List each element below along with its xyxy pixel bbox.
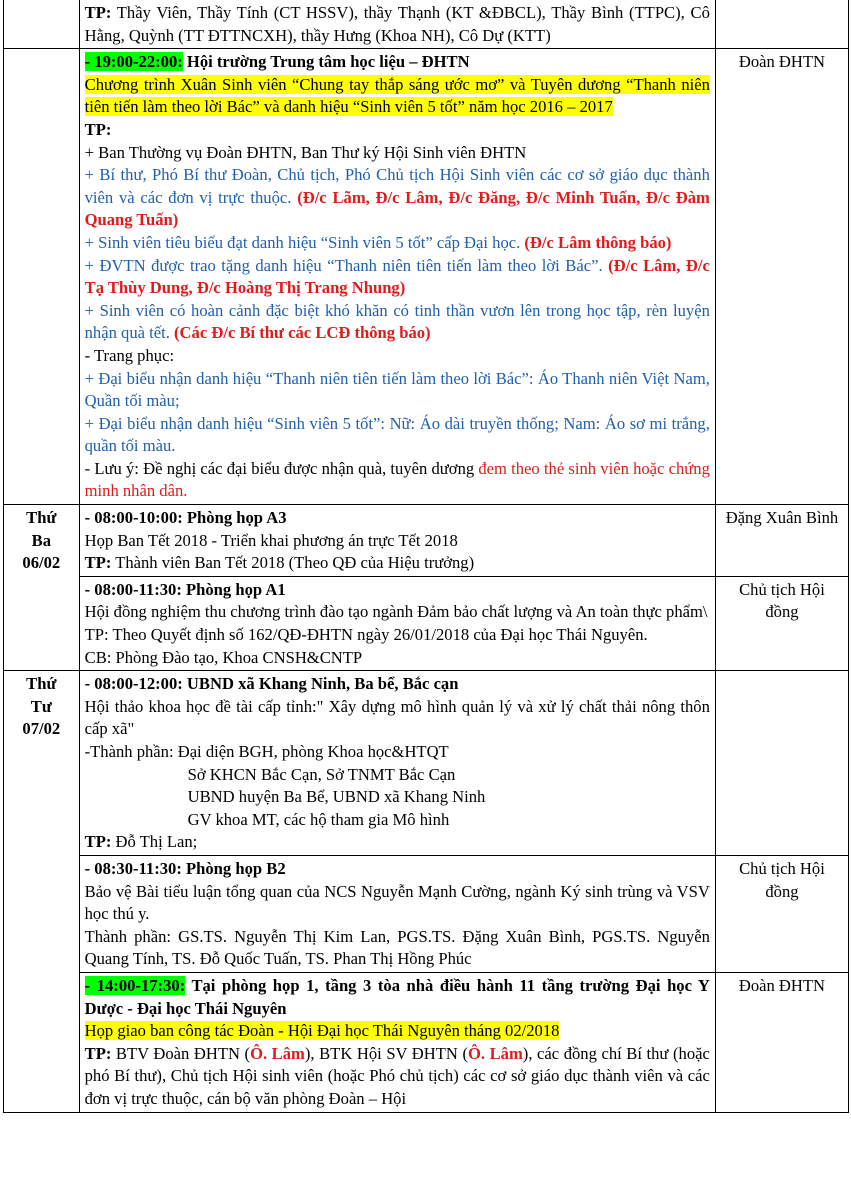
responsible-cell: Đoàn ĐHTN [715,972,848,1112]
attendee-note: (Đ/c Lâm, Đ/c Tạ Thùy Dung, Đ/c Hoàng Thị Trang Nhung) [84,255,710,298]
event-line: Sở KHCN Bắc Cạn, Sở TNMT Bắc Cạn [187,764,456,784]
responsible-cell: Chủ tịch Hội đồng [715,576,848,670]
event-cell [79,855,715,972]
day-label: Tư [30,696,52,716]
event-line: CB: Phòng Đào tạo, Khoa CNSH&CNTP [84,647,363,667]
responsible-cell: Chủ tịch Hội đồng [715,855,848,972]
event-cell [79,671,715,856]
event-line: TP: Theo Quyết định số 162/QĐ-ĐHTN ngày 26/01/2018 của Đại học Thái Nguyên. [84,625,648,645]
table-row [4,855,849,972]
responsible-cell: Đặng Xuân Bình [715,505,848,577]
attendee-line: + Sinh viên có hoàn cảnh đặc biệt khó khăn có tinh thần vươn lên trong học tập, rèn luyện nhận quà tết. [84,300,710,343]
table-row [4,972,849,1112]
event-line: GV khoa MT, các hộ tham gia Mô hình [187,809,450,829]
table-row [4,0,849,49]
event-line: Hội thảo khoa học đề tài cấp tỉnh:" Xây dựng mô hình quản lý và xử lý chất thải nông thôn cấp xã" [84,696,710,739]
table-row [4,576,849,670]
event-header: - 08:30-11:30: Phòng họp B2 [84,858,286,878]
tp-text: Đỗ Thị Lan; [111,832,198,852]
event-place: Hội trường Trung tâm học liệu – ĐHTN [182,52,470,72]
event-program: Họp giao ban công tác Đoàn - Hội Đại học Thái Nguyên tháng 02/2018 [84,1021,560,1041]
attendee-note: (Đ/c Lâm thông báo) [524,232,672,252]
event-line: Bảo vệ Bài tiểu luận tổng quan của NCS Nguyễn Mạnh Cường, ngành Ký sinh trùng và VSV học thú y. [84,881,710,924]
tp-label: TP: [84,119,112,139]
tp-text: Thầy Viên, Thầy Tính (CT HSSV), thầy Thạnh (KT &ĐBCL), Thầy Bình (TTPC), Cô Hằng, Quỳnh (TT ĐTTNCXH), thầy Hưng (Khoa NH), Cô Dự (KTT) [84,3,710,45]
day-label: Thứ [26,674,57,694]
day-cell [4,505,80,671]
dress-line: + Đại biểu nhận danh hiệu “Thanh niên tiên tiến làm theo lời Bác”: Áo Thanh niên Việt Nam, Quần tối màu; [84,368,710,411]
attendee-note: (Các Đ/c Bí thư các LCĐ thông báo) [174,323,431,343]
tp-label: TP: [84,1043,112,1063]
tp-text: Thành viên Ban Tết 2018 (Theo QĐ của Hiệu trưởng) [111,553,475,573]
event-line: UBND huyện Ba Bể, UBND xã Khang Ninh [187,787,486,807]
event-line: -Thành phần: Đại diện BGH, phòng Khoa học&HTQT [84,742,449,761]
event-header: - 08:00-10:00: Phòng họp A3 [84,508,287,528]
event-line: Họp Ban Tết 2018 - Triển khai phương án trực Tết 2018 [84,530,458,550]
attendee-note: Ô. Lâm [250,1043,305,1063]
event-program: Chương trình Xuân Sinh viên “Chung tay thắp sáng ước mơ” và Tuyên dương “Thanh niên tiên tiến làm theo lời Bác” và danh hiệu “Sinh viên 5 tốt” năm học 2016 – 2017 [84,74,710,117]
table-row [4,671,849,856]
event-time: - 14:00-17:30: [84,975,186,995]
event-cell [79,576,715,670]
note-text: - Lưu ý: Đề nghị các đại biểu được nhận quà, tuyên dương [84,458,479,478]
attendee-line: + Ban Thường vụ Đoàn ĐHTN, Ban Thư ký Hội Sinh viên ĐHTN [84,142,527,162]
event-line: Thành phần: GS.TS. Nguyễn Thị Kim Lan, PGS.TS. Đặng Xuân Bình, PGS.TS. Nguyễn Quang Tính, TS. Đỗ Quốc Tuấn, TS. Phan Thị Hồng Phúc [84,926,710,969]
day-date: 06/02 [22,553,61,573]
event-cell [79,972,715,1112]
event-time: - 19:00-22:00: [84,52,183,72]
tp-label: TP: [84,553,112,573]
tp-text: BTV Đoàn ĐHTN ( [111,1043,251,1063]
event-header: - 08:00-12:00: UBND xã Khang Ninh, Ba bể, Bắc cạn [84,674,459,694]
schedule-table [3,0,849,1113]
event-header: - 08:00-11:30: Phòng họp A1 [84,579,286,599]
attendee-line: + Sinh viên tiêu biểu đạt danh hiệu “Sinh viên 5 tốt” cấp Đại học. [84,232,525,252]
table-row [4,505,849,577]
event-place: Tại phòng họp 1, tầng 3 tòa nhà điều hành 11 tầng trường Đại học Y Dược - Đại học Thái Nguyên [84,975,710,1018]
day-cell [4,0,80,49]
event-cell [79,505,715,577]
attendee-note: (Đ/c Lãm, Đ/c Lâm, Đ/c Đăng, Đ/c Minh Tuấn, Đ/c Đàm Quang Tuấn) [84,187,710,230]
day-cell [4,671,80,1112]
note-red: đem theo thẻ sinh viên hoặc chứng minh nhân dân. [84,458,710,501]
dress-heading: - Trang phục: [84,345,175,365]
responsible-cell [715,671,848,856]
attendee-note: Ô. Lâm [467,1043,523,1063]
tp-text: ), BTK Hội SV ĐHTN ( [304,1043,468,1063]
tp-label: TP: [84,3,112,22]
event-line: Hội đồng nghiệm thu chương trình đào tạo ngành Đảm bảo chất lượng và An toàn thực phẩm\ [84,602,708,622]
table-row [4,49,849,505]
responsible-cell: Đoàn ĐHTN [715,49,848,505]
day-cell [4,49,80,505]
tp-label: TP: [84,832,112,852]
event-cell [79,0,715,49]
event-cell [79,49,715,505]
attendee-line: + Bí thư, Phó Bí thư Đoàn, Chủ tịch, Phó Chủ tịch Hội Sinh viên các cơ sở giáo dục thành viên và các đơn vị trực thuộc. [84,165,710,207]
dress-line: + Đại biểu nhận danh hiệu “Sinh viên 5 tốt”: Nữ: Áo dài truyền thống; Nam: Áo sơ mi trắng, quần tối màu. [84,413,710,456]
tp-text: ), các đồng chí Bí thư (hoặc phó Bí thư), Chủ tịch Hội sinh viên (hoặc Phó chủ tịch) các cơ sở giáo dục thành viên và các đơn vị trực thuộc, cán bộ văn phòng Đoàn – Hội [84,1043,710,1108]
responsible-cell [715,0,848,49]
attendee-line: + ĐVTN được trao tặng danh hiệu “Thanh niên tiên tiến làm theo lời Bác”. [84,255,609,275]
day-label: Ba [31,530,51,550]
day-date: 07/02 [22,719,61,739]
day-label: Thứ [26,508,57,528]
